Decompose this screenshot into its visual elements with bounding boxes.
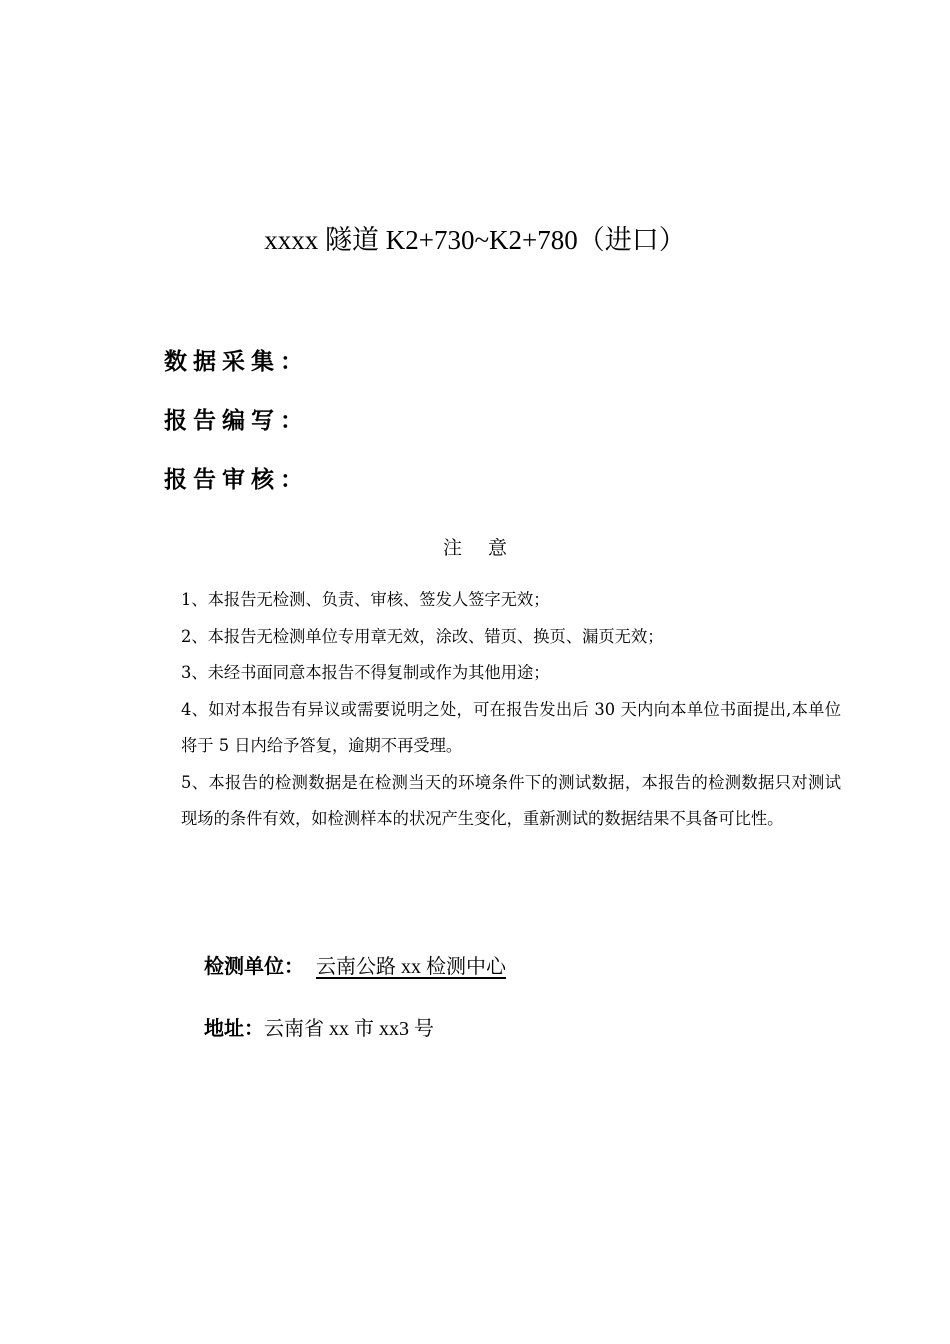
role-report-writing: 报告编写： (164, 408, 309, 434)
report-title: xxxx 隧道 K2+730~K2+780（进口） (264, 225, 686, 255)
address-value: 云南省 xx 市 xx3 号 (264, 1018, 434, 1040)
notice-heading: 注意 (442, 537, 533, 559)
notice-item: 1、本报告无检测、负责、审核、签发人签字无效； (181, 590, 550, 609)
testing-organization-value: 云南公路 xx 检测中心 (316, 956, 506, 978)
address-label: 地址： (204, 1016, 264, 1040)
testing-organization (204, 951, 518, 982)
notice-item: 2、本报告无检测单位专用章无效，涂改、错页、换页、漏页无效； (181, 626, 664, 646)
testing-organization-label: 检测单位： (204, 954, 304, 978)
notice-item: 5、本报告的检测数据是在检测当天的环境条件下的测试数据，本报告的检测数据只对测试现场的条件有效，如检测样本的状况产生变化，重新测试的数据结果不具备可比性。 (181, 772, 841, 828)
notice-list (181, 582, 841, 838)
role-data-collection: 数据采集： (164, 349, 309, 375)
notice-item: 4、如对本报告有异议或需要说明之处，可在报告发出后 30 天内向本单位书面提出,本单位将于 5 日内给予答复，逾期不再受理。 (181, 699, 841, 755)
address (204, 1013, 434, 1044)
notice-item: 3、未经书面同意本报告不得复制或作为其他用途； (181, 663, 550, 682)
role-report-review: 报告审核： (164, 467, 309, 493)
